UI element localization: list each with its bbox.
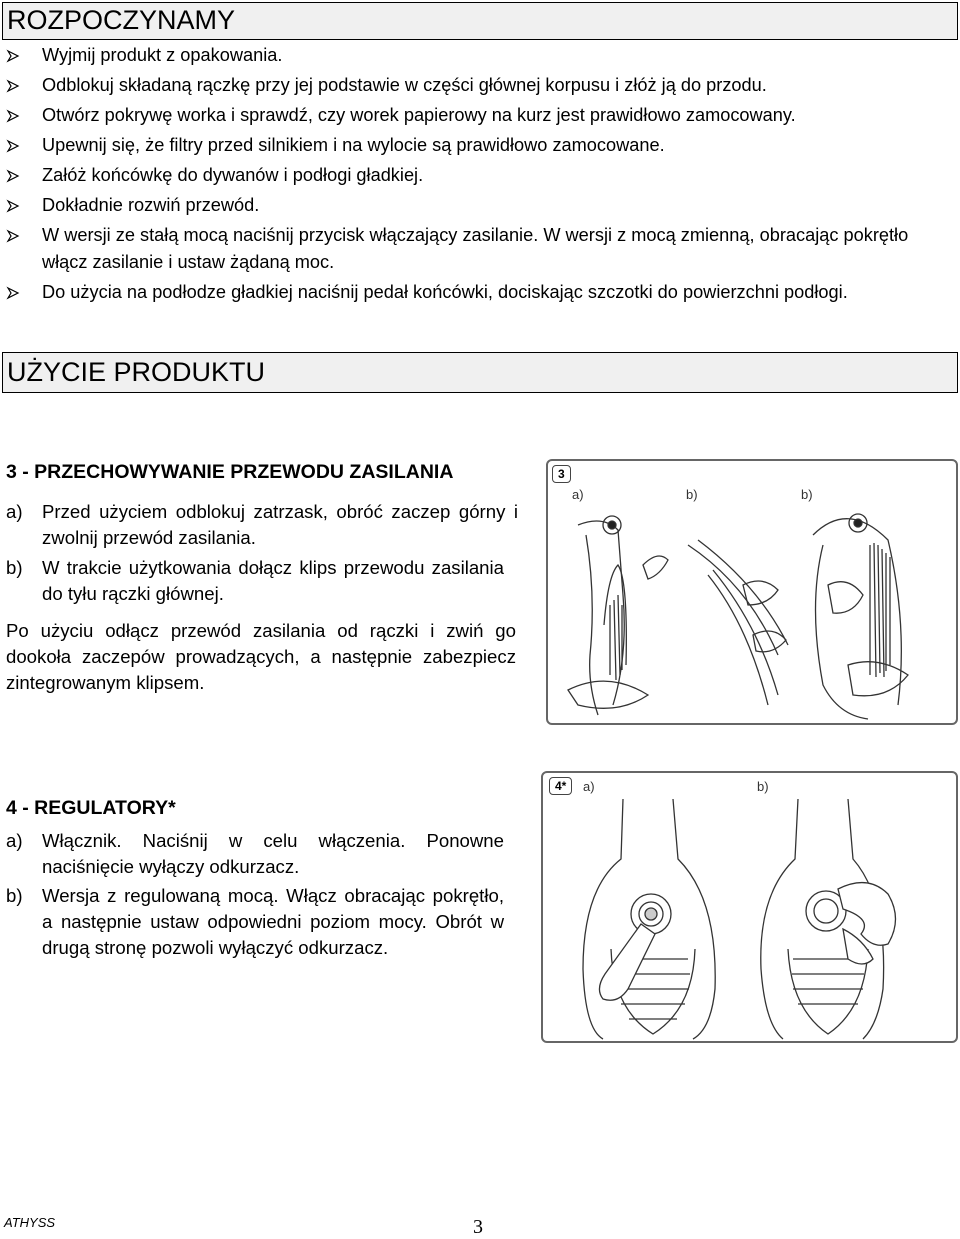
- step-item: b) Wersja z regulowaną mocą. Włącz obracając pokrętło, a następnie ustaw odpowiedni poziom mocy. Obrót w drugą stronę pozwoli wyłączyć odkurzacz.: [6, 885, 504, 958]
- list-item: Upewnij się, że filtry przed silnikiem i na wylocie są prawidłowo zamocowane.: [4, 132, 954, 159]
- step-3-heading: 3 - PRZECHOWYWANIE PRZEWODU ZASILANIA: [6, 461, 454, 483]
- figure-3: [546, 459, 958, 725]
- figure-label: a): [583, 779, 595, 794]
- step-item: b) W trakcie użytkowania dołącz klips przewodu zasilania do tyłu rączki głównej.: [6, 557, 504, 604]
- section-header-product-use: [2, 352, 958, 393]
- step-item: a) Włącznik. Naciśnij w celu włączenia. Ponowne naciśnięcie wyłączy odkurzacz.: [6, 830, 504, 877]
- step-3-paragraph: Po użyciu odłącz przewód zasilania od rączki i zwiń go dookoła zaczepów prowadzących, a następnie zabezpiecz zintegrowanym klipsem.: [6, 620, 516, 693]
- figure-tag: 3: [552, 465, 571, 483]
- figure-label: b): [686, 487, 698, 502]
- arrow-bullet-icon: [6, 169, 20, 183]
- list-item: Otwórz pokrywę worka i sprawdź, czy worek papierowy na kurz jest prawidłowo zamocowany.: [4, 102, 954, 129]
- figure-tag: 4*: [549, 777, 572, 795]
- arrow-bullet-icon: [6, 139, 20, 153]
- cord-storage-illustration: [548, 505, 956, 723]
- arrow-bullet-icon: [6, 109, 20, 123]
- section-title: ROZPOCZYNAMY: [7, 5, 236, 35]
- brand-name: ATHYSS: [4, 1215, 56, 1230]
- step-4-heading: 4 - REGULATORY*: [6, 797, 176, 819]
- arrow-bullet-icon: [6, 229, 20, 243]
- arrow-bullet-icon: [6, 49, 20, 63]
- instruction-list: [4, 42, 954, 309]
- arrow-bullet-icon: [6, 286, 20, 300]
- list-item: W wersji ze stałą mocą naciśnij przycisk włączający zasilanie. W wersji z mocą zmienną, obracając pokrętło włącz zasilanie i ustaw żądaną moc.: [4, 222, 954, 275]
- figure-4: [541, 771, 958, 1043]
- list-item: Załóż końcówkę do dywanów i podłogi gładkiej.: [4, 162, 954, 189]
- arrow-bullet-icon: [6, 199, 20, 213]
- arrow-bullet-icon: [6, 79, 20, 93]
- list-item: Odblokuj składaną rączkę przy jej podstawie w części głównej korpusu i złóż ją do przodu.: [4, 72, 954, 99]
- page-number: 3: [473, 1216, 483, 1238]
- step-item: a) Przed użyciem odblokuj zatrzask, obróć zaczep górny i zwolnij przewód zasilania.: [6, 501, 518, 548]
- section-title: UŻYCIE PRODUKTU: [7, 357, 266, 387]
- section-header-getting-started: [2, 2, 958, 40]
- controls-illustration: [543, 799, 956, 1041]
- list-item: Do użycia na podłodze gładkiej naciśnij pedał końcówki, dociskając szczotki do powierzchni podłogi.: [4, 279, 954, 306]
- figure-label: b): [757, 779, 769, 794]
- figure-label: b): [801, 487, 813, 502]
- figure-label: a): [572, 487, 584, 502]
- list-item: Wyjmij produkt z opakowania.: [4, 42, 954, 69]
- list-item: Dokładnie rozwiń przewód.: [4, 192, 954, 219]
